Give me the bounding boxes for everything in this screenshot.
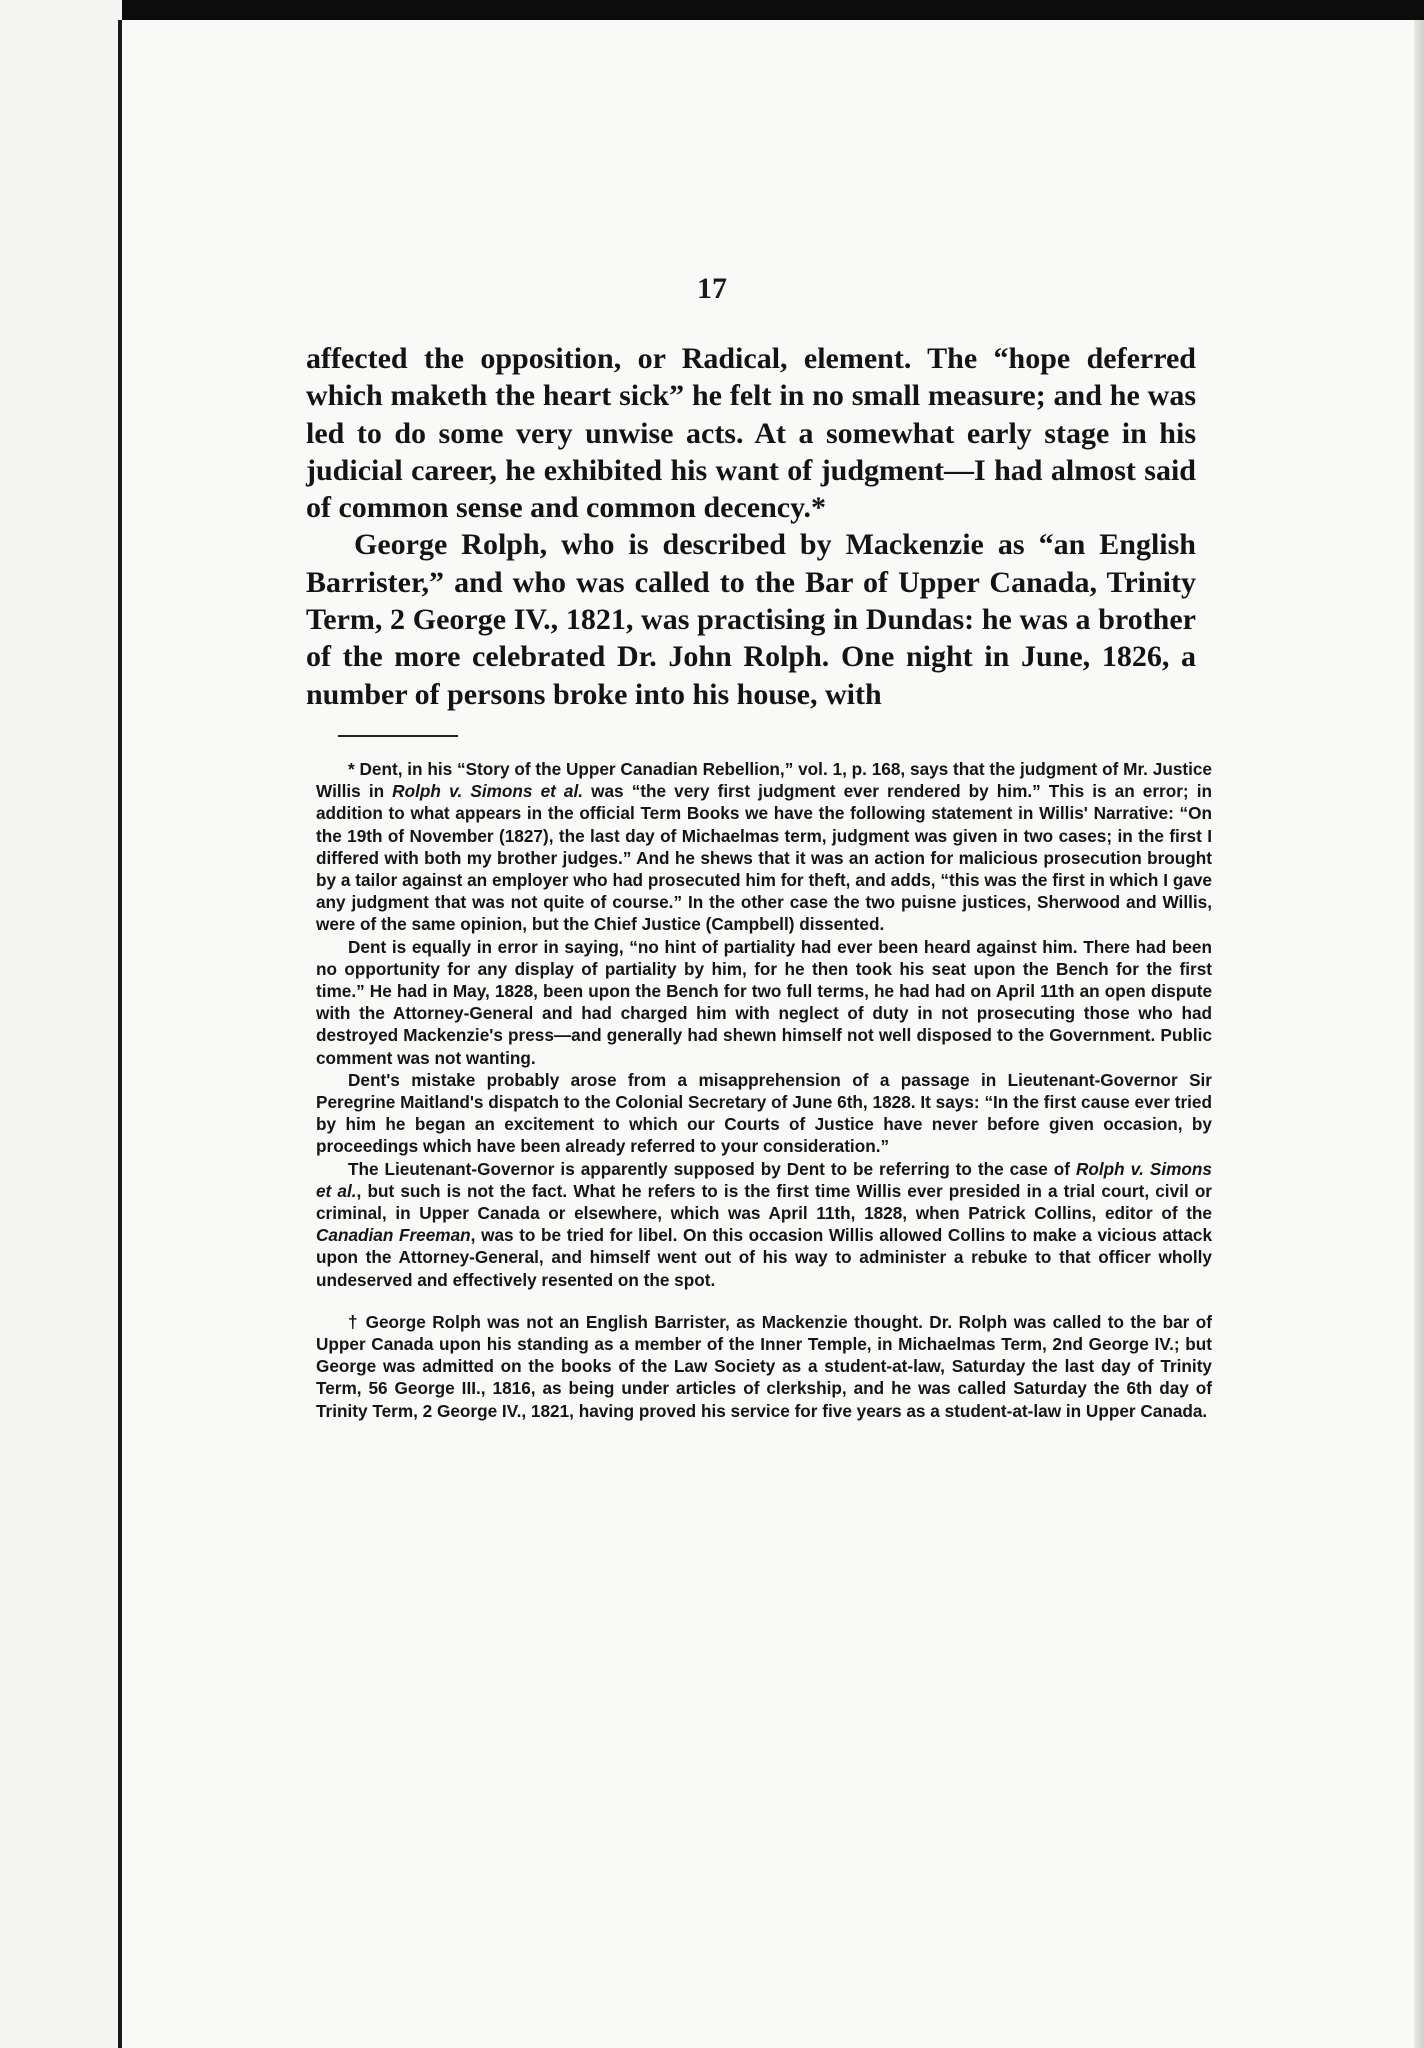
footnote-text: * Dent, in his “Story of the Upper Canadian Rebellion,” vol. 1, p. 168, says that the judgment of Mr. Justice Willis in bbox=[316, 759, 1212, 802]
footnote-1-para-1 bbox=[316, 758, 1212, 936]
scan-top-border bbox=[0, 0, 1424, 20]
left-page-margin bbox=[0, 0, 122, 2048]
footnote-1-para-2: Dent is equally in error in saying, “no hint of partiality had ever been heard against him. There had been no opportunity for any display of partiality by him, for he then took his seat upon the Bench for the first time.” He had in May, 1828, been upon the Bench for two full terms, he had had on April 11th an open dispute with the Attorney-General and had charged him with neglect of duty in not prosecuting those who had destroyed Mackenzie's press—and generally had shewn himself not well disposed to the Government. Public comment was not wanting. bbox=[316, 936, 1212, 1068]
footnote-text: , but such is not the fact. What he refers to is the first time Willis ever presided in a trial court, civil or criminal, in Upper Canada or elsewhere, which was April 11th, 1828, when Patrick Collins, editor of the bbox=[316, 1180, 1213, 1224]
case-name: Rolph v. Simons et al. bbox=[316, 1158, 1212, 1201]
paragraph-2: George Rolph, who is described by Mackenzie as “an English Barrister,” and who was called to the Bar of Upper Canada, Trinity Term, 2 George IV., 1821, was practising in Dundas: he was a brother of the more celebrated Dr. John Rolph. One night in June, 1826, a number of persons broke into his house, with bbox=[306, 528, 1196, 711]
footnote-1-para-3: Dent's mistake probably arose from a misapprehension of a passage in Lieutenant-Governor Sir Peregrine Maitland's dispatch to the Colonial Secretary of June 6th, 1828. It says: “In the first cause ever tried by him he began an excitement to which our Courts of Justice have never before given occasion, by proceedings which have been already referred to your consideration.” bbox=[316, 1069, 1212, 1157]
page-edge-shadow bbox=[1414, 20, 1424, 2048]
paragraph-1: affected the opposition, or Radical, element. The “hope deferred which maketh the heart sick” he felt in no small measure; and he was led to do some very unwise acts. At a somewhat early stage in his judicial career, he exhibited his want of judgment—I had almost said of common sense and common decency.* bbox=[306, 342, 1196, 525]
footnote-text: was “the very first judgment ever rendered by him.” This is an error; in addition to what appears in the official Term Books we have the following statement in Willis' Narrative: “On the 19th of November (1827), the last day of Michaelmas term, judgment was given in two cases; in the first I differed with both my brother judges.” And he shews that it was an action for malicious prosecution brought by a tailor against an employer who had prosecuted him for theft, and adds, “this was the first in which I gave any judgment that was not quite of course.” In the other case the two puisne justices, Sherwood and Willis, were of the same opinion, but the Chief Justice (Campbell) dissented. bbox=[316, 781, 1212, 935]
footnote-divider bbox=[338, 735, 458, 737]
footnotes bbox=[316, 758, 1212, 1422]
footnote-2: † George Rolph was not an English Barrister, as Mackenzie thought. Dr. Rolph was called to the bar of Upper Canada upon his standing as a member of the Inner Temple, in Michaelmas Term, 2nd George IV.; but George was admitted on the books of the Law Society as a student-at-law, Saturday the last day of Trinity Term, 56 George III., 1816, as being under articles of clerkship, and he was called Saturday the 6th day of Trinity Term, 2 George IV., 1821, having proved his service for five years as a student-at-law in Upper Canada. bbox=[316, 1311, 1212, 1421]
case-name: Rolph v. Simons et al. bbox=[392, 781, 584, 802]
page-number: 17 bbox=[697, 272, 727, 305]
footnote-1-para-4 bbox=[316, 1158, 1212, 1291]
footnote-text: , was to be tried for libel. On this occasion Willis allowed Collins to make a vicious attack upon the Attorney-General, and himself went out of his way to administer a rebuke to that officer wholly undeserved and effectively resented on the spot. bbox=[316, 1225, 1212, 1290]
footnote-text: The Lieutenant-Governor is apparently supposed by Dent to be referring to the case of bbox=[348, 1158, 1076, 1179]
main-text bbox=[306, 340, 1196, 713]
newspaper-name: Canadian Freeman bbox=[316, 1225, 471, 1246]
